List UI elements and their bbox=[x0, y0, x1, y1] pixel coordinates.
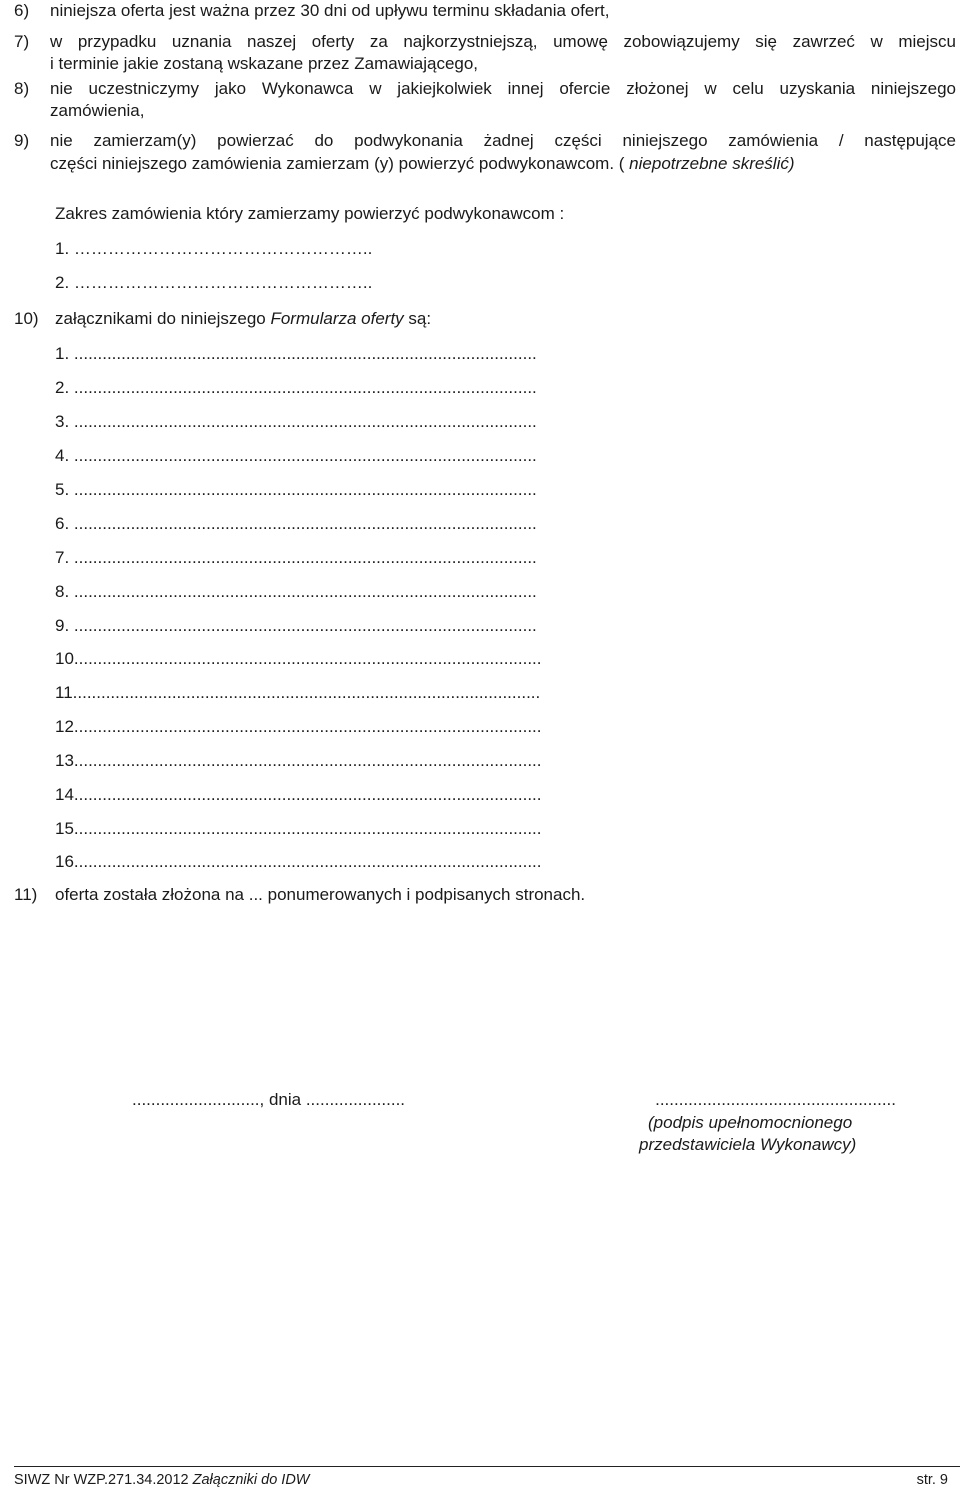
point-10-text bbox=[55, 308, 431, 330]
point-10-number: 10) bbox=[14, 309, 39, 328]
attachment-line: 4. .................................................................................................. bbox=[55, 446, 537, 465]
place-date-field: ..........................., dnia ..................... bbox=[132, 1090, 406, 1109]
point-6-text: niniejsza oferta jest ważna przez 30 dni od upływu terminu składania ofert, bbox=[50, 1, 610, 20]
point-9-line-2 bbox=[50, 153, 795, 175]
signature-field: ................................................... bbox=[655, 1090, 896, 1109]
point-9-line-2-text: części niniejszego zamówienia zamierzam (y) powierzyć podwykonawcom. ( bbox=[50, 154, 625, 173]
attachment-line: 7. .................................................................................................. bbox=[55, 548, 537, 567]
point-9-number: 9) bbox=[14, 131, 30, 150]
attachment-line: 1. .................................................................................................. bbox=[55, 344, 537, 363]
attachment-line: 12................................................................................................... bbox=[55, 717, 542, 736]
attachment-line: 5. .................................................................................................. bbox=[55, 480, 537, 499]
scope-item-2: 2. …………………………………………….. bbox=[55, 273, 373, 292]
point-6-number: 6) bbox=[14, 1, 30, 20]
attachment-line: 13................................................................................................... bbox=[55, 751, 542, 770]
page-number: str. 9 bbox=[916, 1472, 948, 1488]
attachment-line: 16................................................................................................... bbox=[55, 852, 542, 871]
attachment-line: 14................................................................................................... bbox=[55, 785, 542, 804]
attachment-line: 3. .................................................................................................. bbox=[55, 412, 537, 431]
point-10-form-name: Formularza oferty bbox=[270, 309, 404, 328]
signature-caption-2: przedstawiciela Wykonawcy) bbox=[639, 1135, 857, 1154]
footer-attachment-title: Załączniki do IDW bbox=[192, 1472, 310, 1488]
point-11-text: oferta została złożona na ... ponumerowanych i podpisanych stronach. bbox=[55, 885, 586, 904]
footer-reference bbox=[14, 1471, 309, 1489]
point-9-note: niepotrzebne skreślić) bbox=[629, 154, 795, 173]
attachment-line: 15................................................................................................... bbox=[55, 819, 542, 838]
attachment-line: 6. .................................................................................................. bbox=[55, 514, 537, 533]
signature-caption-1: (podpis upełnomocnionego bbox=[648, 1113, 853, 1132]
point-10-text-start: załącznikami do niniejszego bbox=[55, 309, 266, 328]
attachment-line: 11................................................................................................... bbox=[55, 683, 541, 702]
point-8-number: 8) bbox=[14, 79, 30, 98]
point-10-text-end: są: bbox=[408, 309, 432, 328]
attachment-line: 8. .................................................................................................. bbox=[55, 582, 537, 601]
point-7-number: 7) bbox=[14, 32, 30, 51]
point-7-line-2: i terminie jakie zostaną wskazane przez Zamawiającego, bbox=[50, 54, 479, 73]
footer-siwz-number: SIWZ Nr WZP.271.34.2012 bbox=[14, 1472, 189, 1488]
footer-divider bbox=[14, 1466, 960, 1467]
scope-item-1: 1. …………………………………………….. bbox=[55, 239, 373, 258]
attachment-line: 2. .................................................................................................. bbox=[55, 378, 537, 397]
point-11-number: 11) bbox=[14, 885, 38, 904]
scope-heading: Zakres zamówienia który zamierzamy powierzyć podwykonawcom : bbox=[55, 204, 565, 223]
point-8-line-2: zamówienia, bbox=[50, 101, 145, 120]
point-9-line-1: nie zamierzam(y) powierzać do podwykonania żadnej części niniejszego zamówienia / następujące bbox=[50, 131, 956, 150]
attachment-line: 9. .................................................................................................. bbox=[55, 616, 537, 635]
attachment-line: 10................................................................................................... bbox=[55, 649, 542, 668]
point-7-line-1: w przypadku uznania naszej oferty za najkorzystniejszą, umowę zobowiązujemy się zawrzeć w miejscu bbox=[50, 32, 956, 51]
point-8-line-1: nie uczestniczymy jako Wykonawca w jakiejkolwiek innej ofercie złożonej w celu uzyskania niniejszego bbox=[50, 79, 956, 98]
